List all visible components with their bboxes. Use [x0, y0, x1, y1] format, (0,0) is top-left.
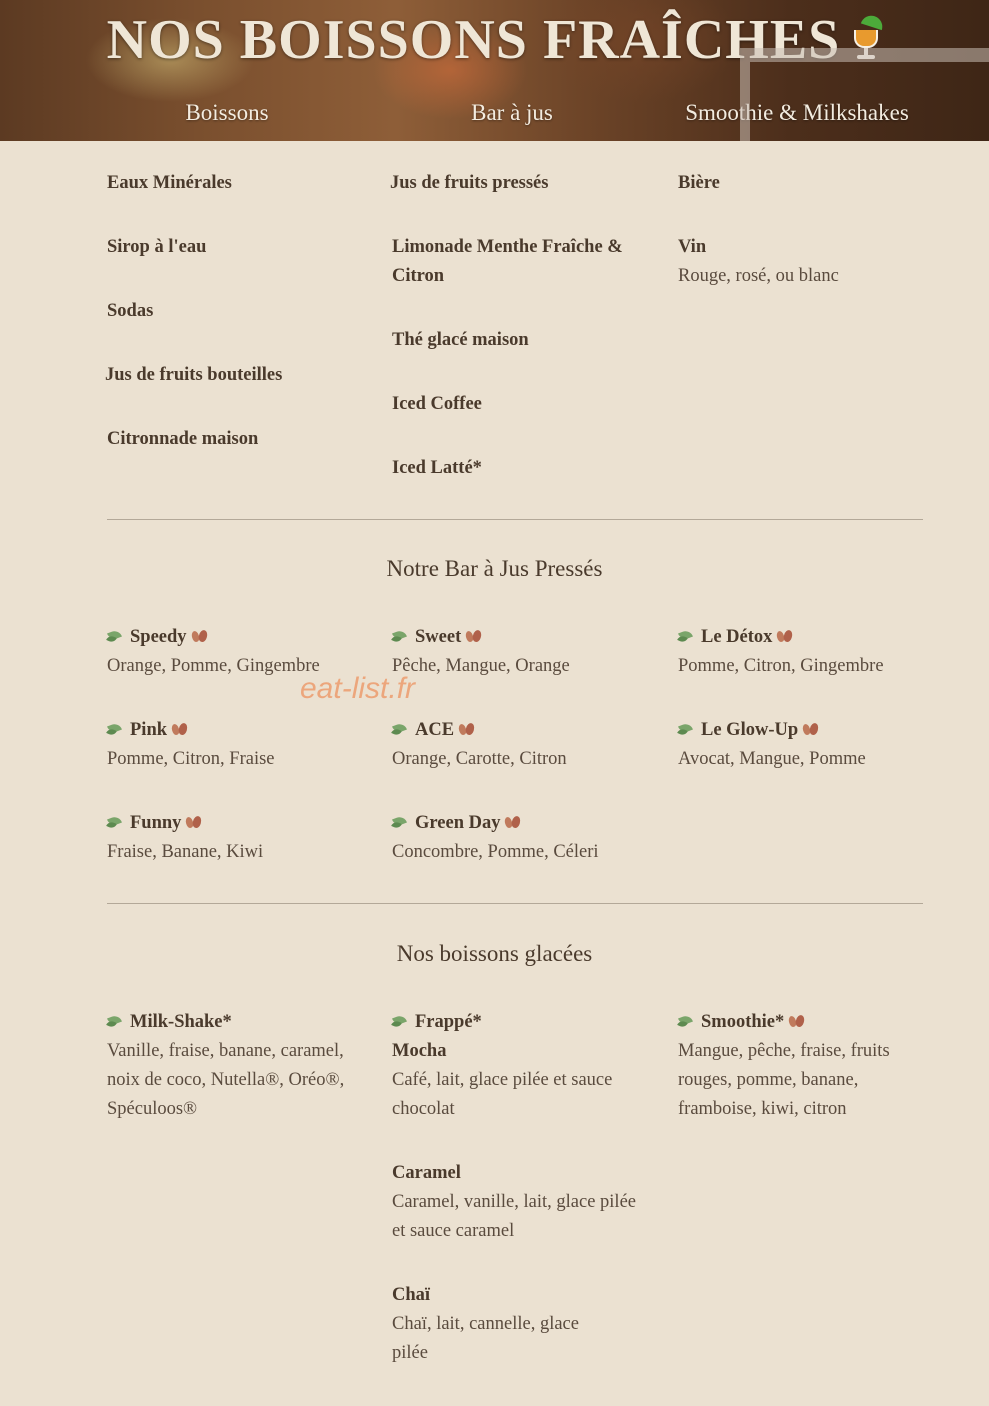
- menu-item: [107, 425, 258, 454]
- item-name: ACE: [415, 720, 455, 740]
- item-name: Iced Latté*: [392, 458, 482, 478]
- leaf-icon: [107, 723, 124, 735]
- menu-item: [392, 233, 637, 291]
- divider: [107, 519, 923, 520]
- item-name: Milk-Shake*: [130, 1012, 232, 1032]
- item-name: Iced Coffee: [392, 394, 482, 414]
- item-desc: Pomme, Citron, Fraise: [107, 749, 275, 769]
- item-name: Le Détox: [701, 627, 773, 647]
- item-desc: Orange, Carotte, Citron: [392, 749, 567, 769]
- item-name: Sirop à l'eau: [107, 237, 207, 257]
- tab-smoothie-milkshakes[interactable]: Smoothie & Milkshakes: [685, 100, 909, 125]
- item-name: Funny: [130, 813, 182, 833]
- fruit-icon: [185, 815, 203, 829]
- item-name: Frappé*: [415, 1012, 482, 1032]
- leaf-icon: [392, 1015, 409, 1027]
- leaf-icon: [392, 723, 409, 735]
- iced-item-frappe: [392, 1008, 647, 1124]
- item-name: Sweet: [415, 627, 462, 647]
- fruit-icon: [788, 1014, 806, 1028]
- page-title-text: NOS BOISSONS FRAÎCHES: [106, 9, 841, 71]
- item-desc: Concombre, Pomme, Céleri: [392, 842, 599, 862]
- tab-boissons[interactable]: Boissons: [185, 100, 269, 125]
- item-name: Sodas: [107, 301, 154, 321]
- variant-desc: Café, lait, glace pilée et sauce chocolat: [392, 1070, 613, 1119]
- fruit-icon: [191, 629, 209, 643]
- item-name: Le Glow-Up: [701, 720, 799, 740]
- page-title: [0, 8, 989, 72]
- leaf-icon: [678, 630, 695, 642]
- variant-desc: Chaï, lait, cannelle, glace pilée: [392, 1314, 579, 1363]
- menu-item: [105, 361, 282, 390]
- item-name: Pink: [130, 720, 168, 740]
- item-desc: Mangue, pêche, fraise, fruits rouges, pomme, banane, framboise, kiwi, citron: [678, 1041, 890, 1119]
- juice-item: [107, 809, 263, 867]
- menu-item: [107, 233, 206, 262]
- juice-item: [107, 623, 320, 681]
- fruit-icon: [465, 629, 483, 643]
- menu-item: [107, 297, 153, 326]
- fruit-icon: [776, 629, 794, 643]
- item-name: Smoothie*: [701, 1012, 785, 1032]
- menu-item: [392, 454, 482, 483]
- menu-item: [678, 169, 720, 198]
- iced-item-frappe-variant: [392, 1159, 637, 1246]
- section-title-juice-bar: Notre Bar à Jus Pressés: [386, 556, 603, 581]
- tab-bar: [0, 100, 989, 140]
- juice-item: [678, 716, 866, 774]
- watermark: eat-list.fr: [300, 672, 416, 705]
- iced-item-frappe-variant: [392, 1281, 617, 1368]
- leaf-icon: [107, 630, 124, 642]
- leaf-icon: [392, 630, 409, 642]
- menu-item: [678, 233, 839, 291]
- fruit-icon: [802, 722, 820, 736]
- item-name: Eaux Minérales: [107, 173, 232, 193]
- leaf-icon: [107, 816, 124, 828]
- section-title-iced-drinks: Nos boissons glacées: [396, 941, 593, 966]
- item-desc: Pomme, Citron, Gingembre: [678, 656, 884, 676]
- iced-item-smoothie: [678, 1008, 928, 1124]
- item-desc: Rouge, rosé, ou blanc: [678, 266, 839, 286]
- iced-item-milkshake: [107, 1008, 352, 1124]
- item-desc: Pêche, Mangue, Orange: [392, 656, 570, 676]
- fruit-icon: [171, 722, 189, 736]
- item-name: Green Day: [415, 813, 501, 833]
- item-name: Limonade Menthe Fraîche & Citron: [392, 237, 623, 286]
- juice-item: [107, 716, 275, 774]
- juice-item: [392, 623, 570, 681]
- item-name: Thé glacé maison: [392, 330, 529, 350]
- fruit-icon: [504, 815, 522, 829]
- leaf-icon: [678, 1015, 695, 1027]
- item-desc: Avocat, Mangue, Pomme: [678, 749, 866, 769]
- menu-item: [392, 326, 529, 355]
- variant-name: Caramel: [392, 1163, 461, 1183]
- menu-item: [392, 390, 482, 419]
- item-desc: Vanille, fraise, banane, caramel, noix de coco, Nutella®, Oréo®, Spéculoos®: [107, 1041, 345, 1119]
- variant-name: Mocha: [392, 1041, 447, 1061]
- item-name: Jus de fruits bouteilles: [105, 365, 283, 385]
- variant-desc: Caramel, vanille, lait, glace pilée et sauce caramel: [392, 1192, 636, 1241]
- item-name: Vin: [678, 237, 707, 257]
- leaf-icon: [392, 816, 409, 828]
- juice-item: [392, 809, 599, 867]
- divider: [107, 903, 923, 904]
- item-name: Bière: [678, 173, 720, 193]
- fruit-icon: [458, 722, 476, 736]
- item-desc: Fraise, Banane, Kiwi: [107, 842, 264, 862]
- variant-name: Chaï: [392, 1285, 431, 1305]
- leaf-icon: [678, 723, 695, 735]
- tab-bar-a-jus[interactable]: Bar à jus: [471, 100, 553, 125]
- item-name: Citronnade maison: [107, 429, 259, 449]
- cocktail-icon: [848, 16, 882, 60]
- juice-item: [392, 716, 567, 774]
- item-name: Speedy: [130, 627, 187, 647]
- item-name: Jus de fruits pressés: [390, 173, 549, 193]
- menu-item: [107, 169, 232, 198]
- hero-banner: [0, 0, 989, 141]
- leaf-icon: [107, 1015, 124, 1027]
- juice-item: [678, 623, 884, 681]
- menu-item: [390, 169, 548, 198]
- item-desc: Orange, Pomme, Gingembre: [107, 656, 320, 676]
